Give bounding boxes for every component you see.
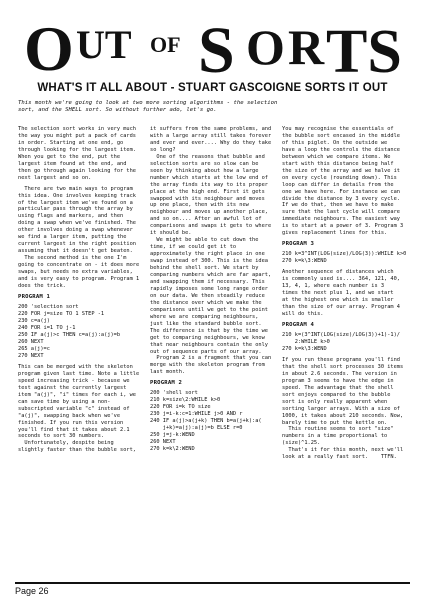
title-letter: R [288, 19, 325, 75]
article-subtitle: WHAT'S IT ALL ABOUT - STUART GASCOIGNE SORTS IT OUT [37, 82, 388, 94]
program-1-listing: 200 'selection sort 220 FOR j=size TO 1 STEP -1 230 c=a(j) 240 FOR i=1 TO j-1 250 IF a(j)>c THEN c=a(j):a(j)=b 260 NEXT 265 a(j)=c 270 NEXT [18, 303, 121, 359]
intro-line: This month we're going to look at two more sorting algorithms - the selection [18, 100, 278, 106]
body-paragraph: it suffers from the same problems, and with a large array still takes forever and ever and ever.... Why do they take so long? One of the reasons that bubble and selection sorts are so slow can be seen by thinking about how a large number which starts at the low end of the array finds its way to its proper place at the high end. First it gets swapped with its neighbour and moves up one place, then with its new neighbour and moves up another place, and so on.... After an awful lot of comparisons and swaps it gets to where it should be. We might be able to cut down the time, if we could get it to approximately the right place in one swap instead of 300. This is the idea behind the shell sort. We start by comparing numbers which are far apart, and swapping them if necessary. This rapidly imposes some long range order on our data. We then steadily reduce the distance over which we make the comparisons until we get to the point where we are comparing neighbours, just like the standard bubble sort. The difference is that by the time we get to comparing neighbours, we know that near neighbours contain the only out of sequence parts of our array. Program 2 is a fragment that you can merge with the skeleton program from last month. [150, 126, 272, 376]
program-2-heading: PROGRAM 2 [150, 380, 183, 387]
title-letter: TS [326, 18, 402, 76]
body-paragraph: The selection sort works in very much the way you might put a pack of cards in order. Starting at one end, go through looking for the largest item. When you get to the end, put the largest item found at the end, and then go through again looking for the next largest and so on. [18, 126, 136, 181]
masthead-svg [18, 8, 408, 76]
intro-paragraph [18, 100, 278, 114]
title-letter: UT [76, 22, 132, 67]
title-letter: OF [150, 32, 181, 57]
body-paragraph: You may recognise the essentials of the bubble sort encased in the middle of this piglet. On the outside we have a loop the controls the distance between which we compare items. We start with this distance being half the size of the array and we halve it on every cycle (rounding down). This loop can differ in details from the one we have here. For instance we can divide the distance by 3 every cycle. If we do that, then we have to make sure that the last cycle will compare immediate neighbours. The easiest way is to start at a power of 3. Program 3 gives replacement lines for this. [282, 126, 404, 237]
body-paragraph: Another sequence of distances which is commonly used is.... 364, 121, 40, 13, 4, 1, where each number is 3 times the next plus 1, and we start at the highest one which is smaller than the size of our array. Program 4 will do this. [282, 269, 400, 317]
page-footer [0, 578, 425, 600]
program-4-listing: 210 k=(3^INT(LOG(size)/LOG(3))+1)-1)/ 2:WHILE k>0 270 k=k\3:WEND [282, 331, 400, 352]
program-1-heading: PROGRAM 1 [18, 293, 51, 300]
program-2-listing: 200 'shell sort 210 k=size\2:WHILE k>0 220 FOR i=k TO size 230 j=i-k:c=1:WHILE j>0 AND r 240 IF a(j)>a(j+k) THEN b=a(j+k):a( j+k)=a(j):a(j)=b ELSE r=0 250 j=j-k:WEND 260 NEXT 270 k=k\2:WEND [150, 390, 262, 453]
body-paragraph: There are two main ways to program this idea. One involves keeping track of the largest item we've found on a particular pass through the array by using flags and markers, and then doing a swap when we've finished. The other involves doing a swap whenever we find a larger item, putting the current largest in the right position assuming that it doesn't get beaten. The second method is the one I'm going to concentrate on - it does more swaps, but needs no extra variables, and is very easy to program. Program 1 does the trick. [18, 185, 140, 289]
column-left [18, 126, 145, 576]
masthead-title [18, 8, 408, 76]
column-middle [150, 126, 277, 576]
title-letter: O [246, 19, 285, 75]
page-number: Page 26 [15, 586, 49, 596]
title-letter: S [198, 14, 235, 76]
body-paragraph: This can be merged with the skeleton program given last time. Note a little speed increasing trick - because we test against the currently largest item "a(j)", "i" times for each i, we can save time by using a non- subscripted variable "c" instead of "a(j)", swapping back when we've finished. If you run this version you'll find that it takes about 2.1 seconds to sort 30 numbers. Unfortunately, despite being slightly faster than the bubble sort, [18, 363, 140, 454]
body-paragraph: If you run these programs you'll find that the shell sort processes 30 items in about 2.6 seconds. The version in program 3 seems to have the edge in speed. The advantage that the shell sort enjoys compared to the bubble sort is only really apparent when sorting larger arrays. With a size of 1000, it takes about 210 seconds. Now, barely time to put the kettle on. This routine seems to sort "size" numbers in a time proportional to (size)^1.25. That's it for this month, next we'll look at a really fast sort. TTFN. [282, 356, 404, 461]
column-right [282, 126, 409, 576]
intro-line: sort, and the SHELL sort. So without further ado, let's go. [18, 107, 217, 114]
footer-rule [15, 582, 410, 584]
title-letter: O [24, 13, 74, 76]
program-3-listing: 210 k=3^INT(LOG(size)/LOG(3)):WHILE k>0 270 k=k\3:WEND [282, 251, 407, 265]
program-3-heading: PROGRAM 3 [282, 241, 315, 248]
program-4-heading: PROGRAM 4 [282, 321, 315, 328]
